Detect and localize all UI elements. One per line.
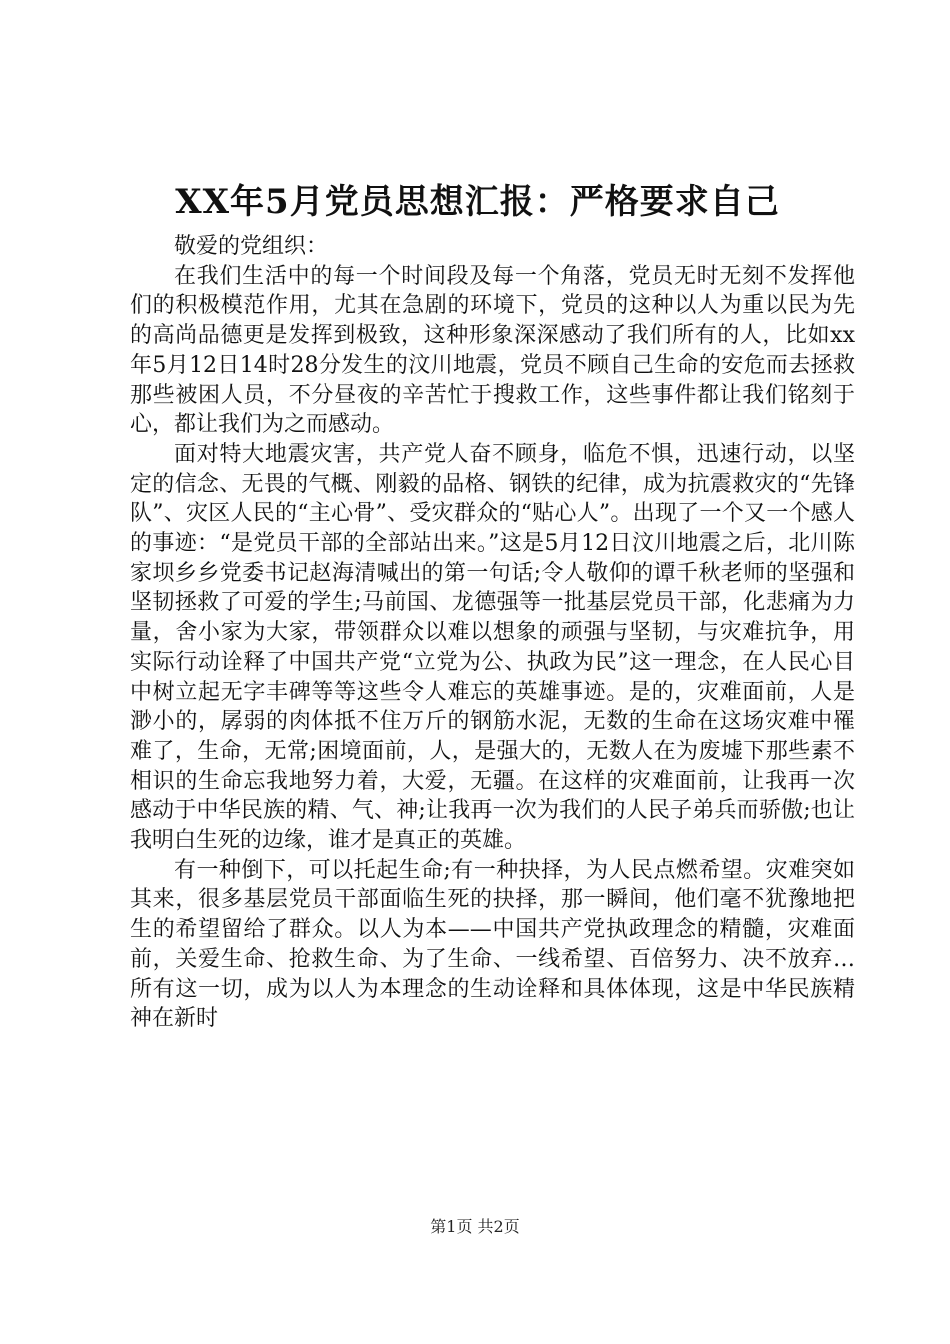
body-paragraph-1: 在我们生活中的每一个时间段及每一个角落，党员无时无刻不发挥他们的积极模范作用，尤其在急剧的环境下，党员的这种以人为重以民为先的高尚品德更是发挥到极致，这种形象深深感动了我们所有的人，比如xx年5月12日14时28分发生的汶川地震，党员不顾自己生命的安危而去拯救那些被困人员，不分昼夜的辛苦忙于搜救工作，这些事件都让我们铭刻于心，都让我们为之而感动。 bbox=[130, 263, 855, 438]
body-paragraph-3: 有一种倒下，可以托起生命;有一种抉择，为人民点燃希望。灾难突如其来，很多基层党员干部面临生死的抉择，那一瞬间，他们毫不犹豫地把生的希望留给了群众。以人为本——中国共产党执政理念的精髓，灾难面前，关爱生命、抢救生命、为了生命、一线希望、百倍努力、决不放弃…所有这一切，成为以人为本理念的生动诠释和具体体现，这是中华民族精神在新时 bbox=[130, 857, 855, 1032]
document-body bbox=[130, 232, 855, 1034]
salutation: 敬爱的党组织： bbox=[174, 234, 329, 259]
document-title: XX年5月党员思想汇报：严格要求自己 bbox=[175, 182, 780, 222]
body-paragraph-2: 面对特大地震灾害，共产党人奋不顾身，临危不惧，迅速行动，以坚定的信念、无畏的气概、刚毅的品格、钢铁的纪律，成为抗震救灾的“先锋队”、灾区人民的“主心骨”、受灾群众的“贴心人”。出现了一个又一个感人的事迹：“是党员干部的全部站出来。”这是5月12日汶川地震之后，北川陈家坝乡乡党委书记赵海清喊出的第一句话;令人敬仰的谭千秋老师的坚强和坚韧拯救了可爱的学生;马前国、龙德强等一批基层党员干部，化悲痛为力量，舍小家为大家，带领群众以难以想象的顽强与坚韧，与灾难抗争，用实际行动诠释了中国共产党“立党为公、执政为民”这一理念，在人民心目中树立起无字丰碑等等这些令人难忘的英雄事迹。是的，灾难面前，人是渺小的，孱弱的肉体抵不住万斤的钢筋水泥，无数的生命在这场灾难中罹难了，生命，无常;困境面前，人，是强大的，无数人在为废墟下那些素不相识的生命忘我地努力着，大爱，无疆。在这样的灾难面前，让我再一次感动于中华民族的精、气、神;让我再一次为我们的人民子弟兵而骄傲;也让我明白生死的边缘，谁才是真正的英雄。 bbox=[130, 441, 855, 854]
page-number-footer: 第1页 共2页 bbox=[430, 1217, 520, 1236]
